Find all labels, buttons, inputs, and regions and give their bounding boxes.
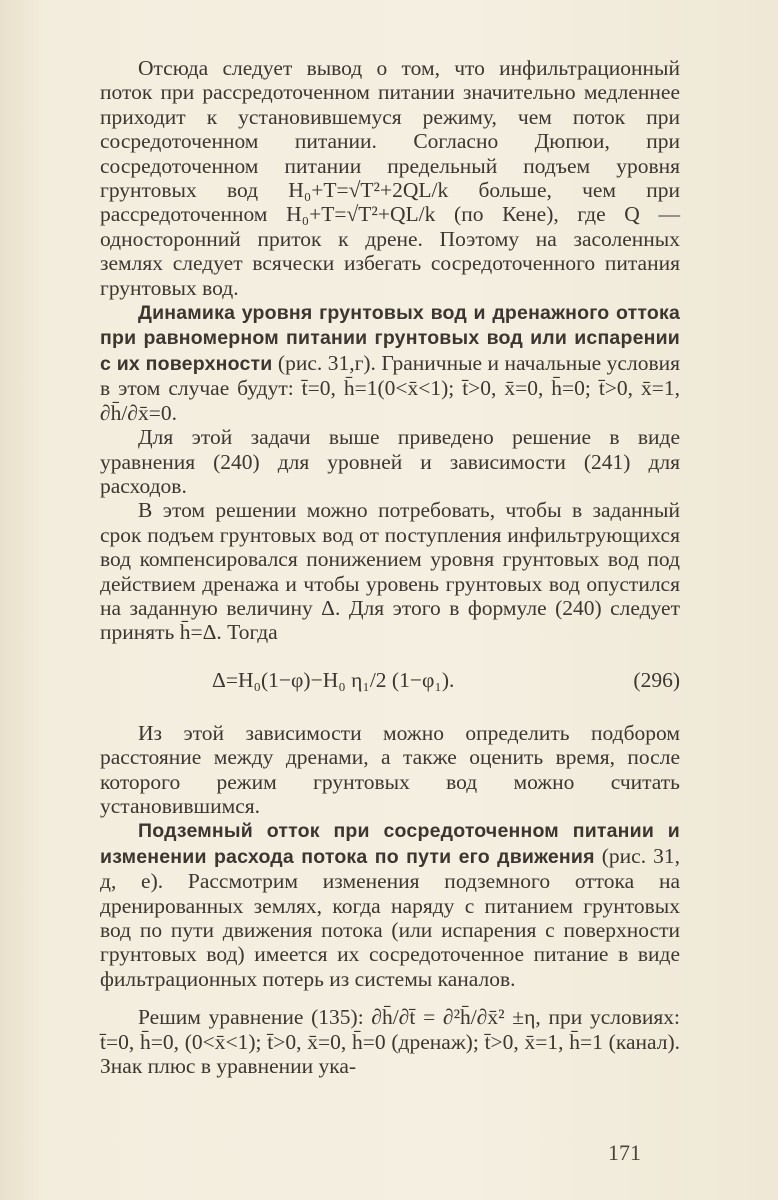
paragraph-requirement: В этом решении можно потребовать, чтобы в заданный срок подъем грунтовых вод от поступления инфильтрующихся вод компенсировался понижением уровня грунтовых вод под действием дренажа и чтобы уровень грунтовых вод опустился на заданную величину Δ. Для этого в формуле (240) следует принять h̄=Δ. Тогда [100, 498, 680, 645]
section-outflow-body: (рис. 31, д, е). Рассмотрим изменения подземного оттока на дренированных землях, когда наряду с питанием грунтовых вод по пути движения потока (или испарения с поверхности грунтовых вод) имеется их сосредоточенное питание в виде фильтрационных потерь из системы каналов. [100, 843, 681, 991]
formula-296 [100, 663, 680, 697]
formula-expression: Δ=H₀(1−φ)−H₀ η₁/2 (1−φ₁). [212, 667, 455, 692]
formula-number: (296) [633, 667, 680, 692]
page-number: 171 [608, 1140, 641, 1165]
section-dynamics [100, 300, 680, 425]
paragraph-equation-135: Решим уравнение (135): ∂h̄/∂t̄ = ∂²h̄/∂x̄² ±η, при условиях: t̄=0, h̄=0, (0<x̄<1); t̄>0, x̄=0, h̄=0 (дренаж); t̄>0, x̄=1, h̄=1 (канал). Знак плюс в уравнении ука- [100, 1005, 680, 1079]
page-text [100, 56, 680, 1078]
paragraph-dependency: Из этой зависимости можно определить подбором расстояние между дренами, а также оценить время, после которого режим грунтовых вод можно считать установившимся. [100, 720, 680, 818]
section-dynamics-body: (рис. 31,г). Граничные и начальные условия в этом случае будут: t̄=0, h̄=1(0<x̄<1); t̄>0, x̄=0, h̄=0; t̄>0, x̄=1, ∂h̄/∂x̄=0. [100, 350, 680, 425]
section-dynamics-heading: Динамика уровня грунтовых вод и дренажного оттока при равномерном питании грунтовых вод или испарении с их поверхности [100, 302, 680, 375]
section-outflow [100, 818, 680, 991]
section-outflow-heading: Подземный отток при сосредоточенном питании и изменении расхода потока по пути его движения [100, 820, 680, 868]
paragraph-dupuis: Отсюда следует вывод о том, что инфильтрационный поток при рассредоточенном питании значительно медленнее приходит к установившемуся режиму, чем поток при сосредоточенном питании. Согласно Дюпюи, при сосредоточенном питании предельный подъем уровня грунтовых вод H₀+T=√T²+2QL/k больше, чем при рассредоточенном H₀+T=√T²+QL/k (по Кене), где Q — односторонний приток к дрене. Поэтому на засоленных землях следует всячески избегать сосредоточенного питания грунтовых вод. [100, 56, 680, 300]
paragraph-solution-ref: Для этой задачи выше приведено решение в виде уравнения (240) для уровней и зависимости (241) для расходов. [100, 425, 680, 498]
